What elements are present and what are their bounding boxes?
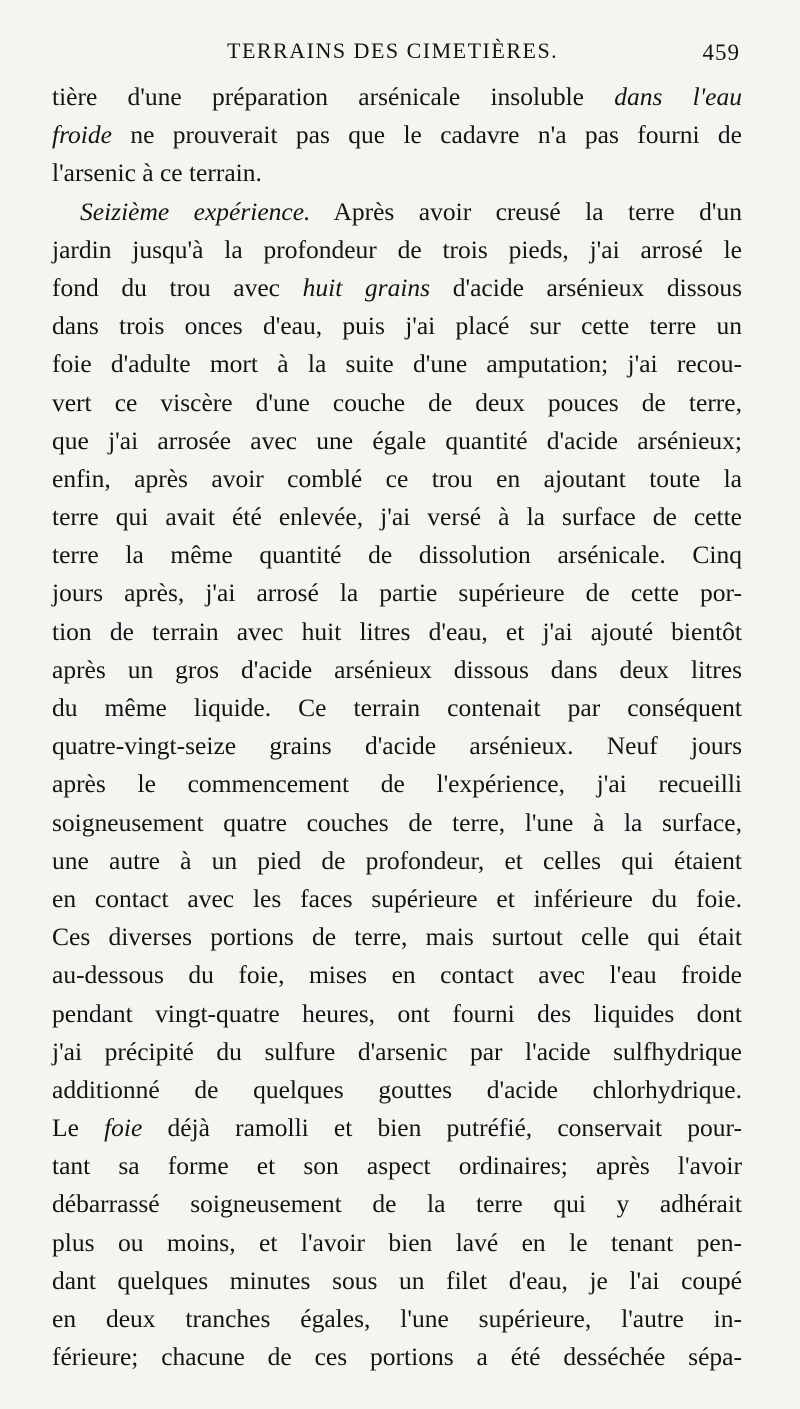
text-line: Le foie déjà ramolli et bien putréfié, conservait pour- — [52, 1113, 742, 1143]
text-line: j'ai précipité du sulfure d'arsenic par l'acide sulfhydrique — [52, 1036, 742, 1066]
italic-phrase: dans l'eau — [614, 82, 742, 111]
text-line: soigneusement quatre couches de terre, l'une à la surface, — [52, 807, 742, 837]
text-line: quatre-vingt-seize grains d'acide arsénieux. Neuf jours — [52, 731, 742, 761]
text-line: que j'ai arrosée avec une égale quantité d'acide arsénieux; — [52, 425, 742, 455]
text-line: dans trois onces d'eau, puis j'ai placé sur cette terre un — [52, 311, 742, 341]
italic-phrase: froide — [52, 120, 112, 150]
text-line: pendant vingt-quatre heures, ont fourni des liquides dont — [52, 998, 742, 1028]
text-line: additionné de quelques gouttes d'acide chlorhydrique. — [52, 1074, 742, 1104]
text-line: plus ou moins, et l'avoir bien lavé en le tenant pen- — [52, 1227, 742, 1257]
italic-phrase: foie — [104, 1113, 143, 1143]
text-line: dant quelques minutes sous un filet d'eau, je l'ai coupé — [52, 1265, 742, 1295]
text-line: vert ce viscère d'une couche de deux pouces de terre, — [52, 387, 742, 417]
text-line: fond du trou avec huit grains d'acide arsénieux dissous — [52, 272, 742, 302]
text-line: tion de terrain avec huit litres d'eau, et j'ai ajouté bientôt — [52, 616, 742, 646]
text-line: au-dessous du foie, mises en contact avec l'eau froide — [52, 960, 742, 990]
text-line: jardin jusqu'à la profondeur de trois pieds, j'ai arrosé le — [52, 234, 742, 264]
text-line: débarrassé soigneusement de la terre qui y adhérait — [52, 1189, 742, 1219]
text-line: terre la même quantité de dissolution arsénicale. Cinq — [52, 540, 742, 570]
text-line: en deux tranches égales, l'une supérieure, l'autre in- — [52, 1304, 742, 1333]
running-title: TERRAINS DES CIMETIÈRES. — [227, 38, 559, 63]
page-number: 459 — [702, 40, 740, 65]
text-line: froide ne prouverait pas que le cadavre n'a pas fourni de — [52, 120, 742, 150]
text-line: après un gros d'acide arsénieux dissous dans deux litres — [52, 654, 742, 684]
text-line: terre qui avait été enlevée, j'ai versé à la surface de cette — [52, 502, 742, 532]
text-line: une autre à un pied de profondeur, et celles qui étaient — [52, 845, 742, 875]
section-heading-italic: Seizième expérience. — [80, 196, 311, 226]
text-line: l'arsenic à ce terrain. — [52, 158, 262, 188]
italic-phrase: huit grains — [302, 272, 431, 302]
text-line: enfin, après avoir comblé ce trou en ajoutant toute la — [52, 463, 742, 493]
text-line: Ces diverses portions de terre, mais surtout celle qui était — [52, 922, 742, 952]
text-line: férieure; chacune de ces portions a été desséchée sépa- — [52, 1342, 742, 1372]
text-line: tière d'une préparation arsénicale insoluble dans l'eau — [52, 82, 742, 111]
text-line: tant sa forme et son aspect ordinaires; après l'avoir — [52, 1151, 742, 1181]
text-line: du même liquide. Ce terrain contenait par conséquent — [52, 693, 742, 722]
text-line: après le commencement de l'expérience, j'ai recueilli — [52, 769, 742, 799]
page-header — [52, 36, 742, 76]
body-text — [52, 78, 742, 1376]
text-line: Seizième expérience. Après avoir creusé la terre d'un — [80, 196, 742, 226]
text-line: en contact avec les faces supérieure et inférieure du foie. — [52, 883, 742, 913]
text-line: foie d'adulte mort à la suite d'une amputation; j'ai recou- — [52, 349, 742, 379]
text-line: jours après, j'ai arrosé la partie supérieure de cette por- — [52, 578, 742, 608]
